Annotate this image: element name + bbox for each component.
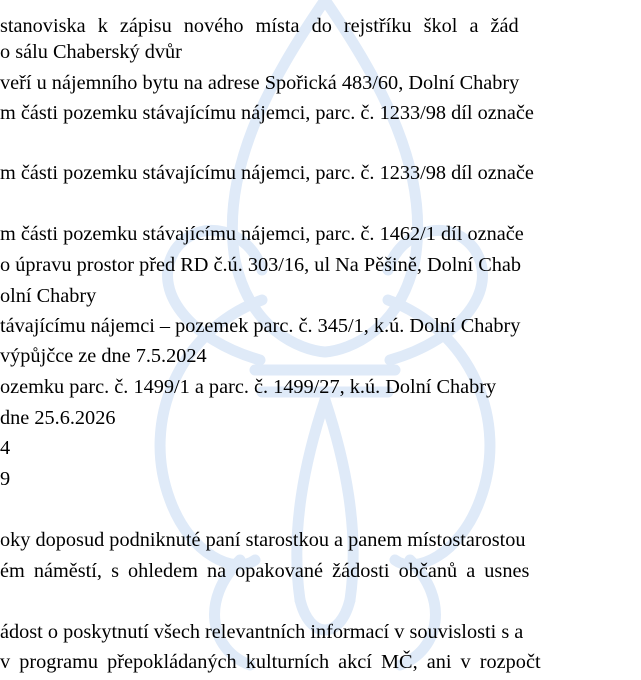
text-line: olní Chabry	[0, 285, 97, 307]
text-line: 9	[0, 468, 11, 490]
text-line: v programu přepokládaných kulturních akcí MČ, ani v rozpočt	[0, 651, 541, 673]
text-line: m části pozemku stávajícímu nájemci, parc. č. 1233/98 díl označe	[0, 102, 534, 124]
text-line: távajícímu nájemci – pozemek parc. č. 345/1, k.ú. Dolní Chabry	[0, 315, 521, 337]
text-line: stanoviska k zápisu nového místa do rejstříku škol a žád	[0, 15, 519, 37]
text-line: o sálu Chaberský dvůr	[0, 41, 182, 63]
text-line: ádost o poskytnutí všech relevantních informací v souvislosti s a	[0, 621, 524, 643]
text-line: m části pozemku stávajícímu nájemci, parc. č. 1233/98 díl označe	[0, 162, 534, 184]
text-line: m části pozemku stávajícímu nájemci, parc. č. 1462/1 díl označe	[0, 223, 524, 245]
text-line: 4	[0, 437, 11, 459]
text-line: výpůjčce ze dne 7.5.2024	[0, 345, 207, 367]
text-line: oky doposud podniknuté paní starostkou a panem místostarostou	[0, 529, 526, 551]
text-line: ém náměstí, s ohledem na opakované žádosti občanů a usnes	[0, 560, 530, 582]
text-line: dne 25.6.2026	[0, 407, 116, 429]
text-line: veří u nájemního bytu na adrese Spořická 483/60, Dolní Chabry	[0, 72, 520, 94]
text-line: o úpravu prostor před RD č.ú. 303/16, ul Na Pěšině, Dolní Chab	[0, 254, 522, 276]
text-line: ozemku parc. č. 1499/1 a parc. č. 1499/27, k.ú. Dolní Chabry	[0, 376, 497, 398]
